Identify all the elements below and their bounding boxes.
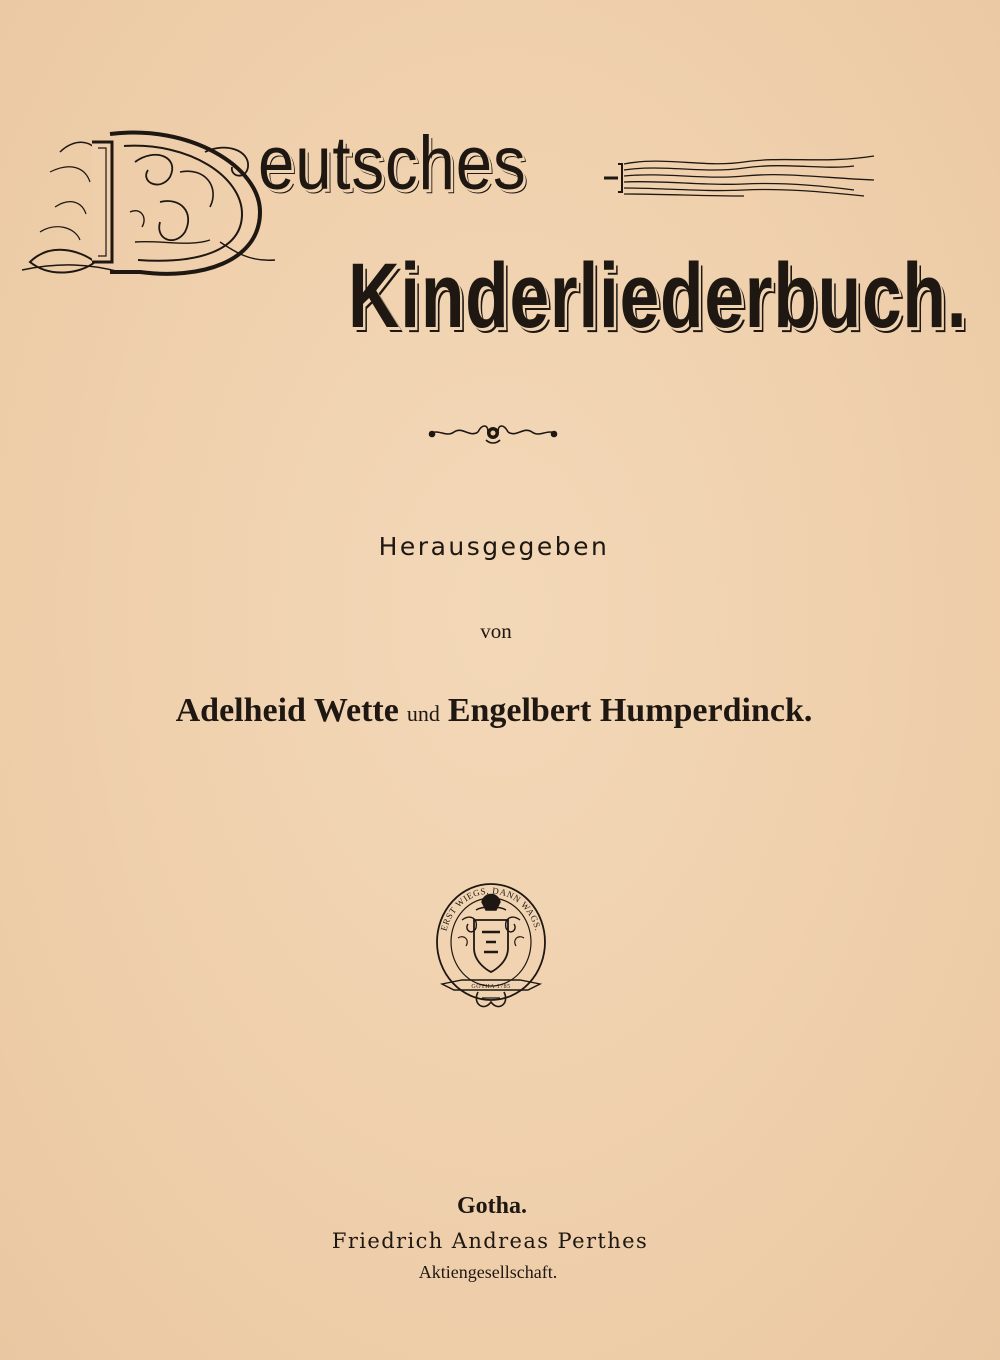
imprint-company: Aktiengesellschaft. — [418, 1262, 558, 1282]
title-line-1: eutsches — [258, 121, 527, 206]
title-flourish — [604, 150, 884, 206]
authors-line — [0, 692, 994, 730]
title-line-2: Kinderliederbuch. — [348, 245, 968, 347]
ornamental-initial-d — [20, 112, 280, 287]
author-wette: Adelheid Wette — [175, 692, 399, 729]
by-label: von — [480, 619, 512, 643]
imprint-publisher: Friedrich Andreas Perthes — [331, 1229, 649, 1253]
seal-ribbon-text: GOTHA 1785 — [471, 984, 511, 990]
floral-ornament-icon — [426, 420, 560, 446]
author-humperdinck: Engelbert Humperdinck. — [447, 692, 813, 729]
conjunction: und — [406, 701, 440, 726]
publisher-seal-icon — [432, 880, 550, 1020]
seal-motto: ERST WIEGS, DANN WAGS. — [438, 885, 544, 933]
edited-label: Herausgegeben — [378, 532, 610, 561]
imprint-city: Gotha. — [456, 1193, 527, 1219]
